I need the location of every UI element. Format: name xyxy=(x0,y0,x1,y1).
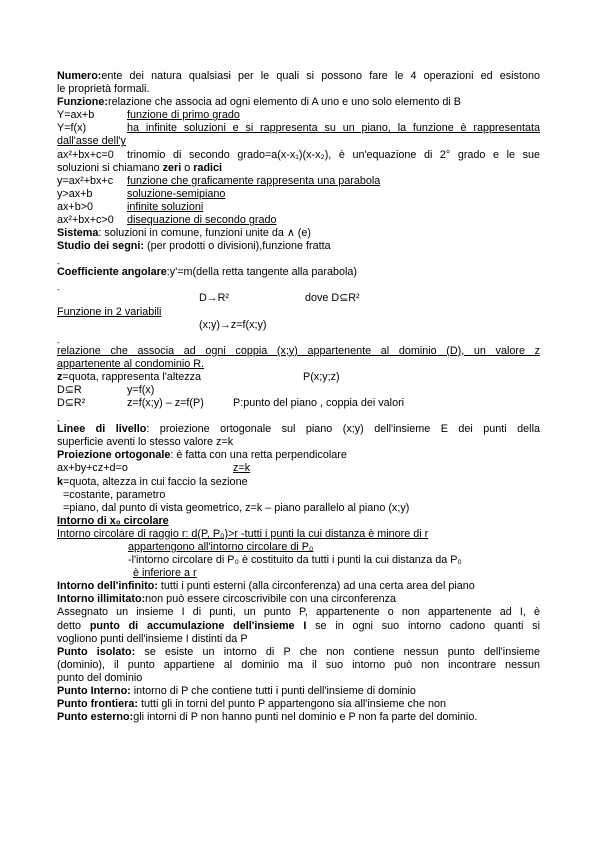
definition-text: =costante, parametro xyxy=(63,488,166,501)
formula: (x;y)→z=f(x;y) xyxy=(199,318,267,331)
definition-text: : soluzioni in comune, funzioni unite da ∧ (e) xyxy=(98,227,311,240)
definition-text: detto xyxy=(57,619,90,632)
definition-text: relazione che associa ad ogni coppia (x;y) appartenente al dominio (D), un valore z xyxy=(57,344,540,357)
definition-text: =piano, dal punto di vista geometrico, z=k – piano parallelo al piano (x;y) xyxy=(63,501,410,514)
definition-text: relazione che associa ad ogni elemento di A uno e uno solo elemento di B xyxy=(107,96,461,109)
line xyxy=(57,149,540,162)
line xyxy=(57,83,540,96)
line xyxy=(57,567,540,580)
line xyxy=(57,659,540,672)
definition-text: superficie aventi lo stesso valore z=k xyxy=(57,436,234,449)
term-numero: Numero: xyxy=(57,70,102,82)
term-radici: radici xyxy=(193,161,223,174)
line xyxy=(57,515,540,528)
line xyxy=(57,345,540,358)
term-intorno-illimitato: Intorno illimitato: xyxy=(57,593,146,606)
definition-text: funzione di primo grado xyxy=(127,109,240,122)
definition-text: tutti gli in torni del punto P appartengono sia all'insieme che non xyxy=(137,698,446,711)
term-funzione: Funzione: xyxy=(57,96,108,109)
definition-text: appartenente al condominio R. xyxy=(57,357,205,370)
term-punto-interno: Punto Interno: xyxy=(57,685,131,698)
definition-text: soluzioni si chiamano xyxy=(57,161,163,174)
definition-text: appartengono all'intorno circolare di P₀ xyxy=(128,541,314,553)
term-zeri: zeri xyxy=(162,161,182,174)
formula: y=ax²+bx+c xyxy=(57,174,114,187)
formula: D→R² xyxy=(199,292,229,305)
line xyxy=(57,489,540,502)
definition-text: funzione che graficamente rappresenta una parabola xyxy=(127,174,381,187)
definition-text: =quota, altezza in cui faccio la sezione xyxy=(63,475,248,488)
line xyxy=(57,620,540,633)
line xyxy=(57,502,540,515)
definition-text: Assegnato un insieme I di punti, un punto P, appartenente o non appartenente ad I, è xyxy=(57,606,540,619)
definition-text: tutti i punti esterni (alla circonferenza) ad una certa area del piano xyxy=(157,580,475,593)
line xyxy=(57,685,540,698)
spacer: - xyxy=(57,259,60,269)
line xyxy=(57,266,540,279)
line xyxy=(57,449,540,462)
formula: P(x;y;z) xyxy=(303,370,340,383)
definition-text: se esiste un intorno di P che non contiene nessun punto dell'insieme xyxy=(135,645,540,658)
definition-text: soluzione-semipiano xyxy=(127,187,226,200)
line xyxy=(57,528,540,541)
formula: y=f(x) xyxy=(127,383,155,396)
definition-text: o xyxy=(181,161,194,174)
definition-text: : proiezione ortogonale sul piano (x;y) dell'insieme E dei punti della xyxy=(146,423,540,436)
line xyxy=(57,633,540,646)
definition-text: trinomio di secondo grado=a(x-x₁)(x-x₂), è un'equazione di 2° grado e le sue xyxy=(127,148,540,161)
line xyxy=(57,240,540,253)
line xyxy=(57,541,540,554)
definition-text: gli intorni di P non hanno punti nel dominio e P non fa parte del dominio. xyxy=(133,711,478,724)
term-proiezione-ortogonale: Proiezione ortogonale xyxy=(57,449,171,462)
spacer: - xyxy=(57,337,60,347)
line xyxy=(57,358,540,371)
spacer: - xyxy=(57,416,60,426)
line xyxy=(57,580,540,593)
line xyxy=(57,554,540,567)
line xyxy=(57,436,540,449)
line xyxy=(57,606,540,619)
definition-text: intorno di P che contiene tutti i punti dell'insieme di dominio xyxy=(130,685,416,698)
definition-text: se in ogni suo intorno cadono quanti si xyxy=(306,619,540,632)
line xyxy=(57,201,540,214)
definition-text: infinite soluzioni xyxy=(127,200,204,213)
definition-text: : è fatta con una retta perpendicolare xyxy=(170,449,347,462)
definition-text: punto del dominio xyxy=(57,671,143,684)
definition-text: (per prodotti o divisioni),funzione fratta xyxy=(143,240,331,253)
definition-text: -l'intorno circolare di P₀ è costituito da tutti i punti la cui distanza da P₀ xyxy=(128,554,462,567)
line xyxy=(57,135,540,148)
definition-text: P:punto del piano , coppia dei valori xyxy=(233,397,405,410)
line xyxy=(57,96,540,109)
term-studio-segni: Studio dei segni: xyxy=(57,240,144,253)
term-sistema: Sistema xyxy=(57,227,99,240)
definition-text: le proprietà formali. xyxy=(57,83,150,96)
formula: ax+b>0 xyxy=(57,200,94,213)
term-intorno-infinito: Intorno dell'infinito: xyxy=(57,580,158,593)
line xyxy=(57,646,540,659)
term-k: k xyxy=(57,475,64,488)
line xyxy=(57,162,540,175)
formula: ax+by+cz+d=o xyxy=(57,462,128,475)
definition-text: ha infinite soluzioni e si rappresenta su un piano, la funzione è rappresentata xyxy=(127,122,540,135)
line xyxy=(57,593,540,606)
line xyxy=(57,371,540,384)
term-punto-isolato: Punto isolato: xyxy=(57,645,136,658)
line xyxy=(57,476,540,489)
definition-text: =quota, rappresenta l'altezza xyxy=(62,370,202,383)
heading: Funzione in 2 variabili xyxy=(57,305,162,318)
line xyxy=(57,292,540,305)
line xyxy=(57,227,540,240)
line xyxy=(57,122,540,135)
line xyxy=(57,672,540,685)
spacer: - xyxy=(57,285,60,295)
line xyxy=(57,214,540,227)
definition-text: non può essere circoscrivibile con una circonferenza xyxy=(145,593,397,606)
definition-text: dall'asse dell'y xyxy=(57,135,126,148)
definition-text: :y'=m(della retta tangente alla parabola) xyxy=(166,266,358,279)
formula: D⊆R xyxy=(57,383,82,396)
term-punto-esterno: Punto esterno: xyxy=(57,711,134,724)
definition-text: Intorno circolare di raggio r: d(P, P₀)>r -tutti i punti la cui distanza è minore di r xyxy=(57,527,429,540)
term-linee-livello: Linee di livello xyxy=(57,423,147,436)
formula: ax²+bx+c>0 xyxy=(57,214,114,227)
definition-text: è inferiore a r xyxy=(133,567,197,580)
formula: Y=f(x) xyxy=(57,122,87,135)
formula: Y=ax+b xyxy=(57,109,95,122)
line xyxy=(57,462,540,475)
formula: y>ax+b xyxy=(57,187,93,200)
line xyxy=(57,70,540,83)
term-coefficiente-angolare: Coefficiente angolare xyxy=(57,266,167,279)
formula: D⊆R² xyxy=(57,397,86,410)
formula: dove D⊆R² xyxy=(305,292,360,305)
formula: z=f(x;y) – z=f(P) xyxy=(127,397,204,410)
formula: z=k xyxy=(233,462,251,475)
document-page xyxy=(57,70,540,724)
definition-text: vogliono punti dell'insieme I distinti da P xyxy=(57,632,248,645)
formula: ax²+bx+c=0 xyxy=(57,148,114,161)
definition-text: disequazione di secondo grado xyxy=(127,214,277,227)
line xyxy=(57,397,540,410)
line xyxy=(57,188,540,201)
definition-text: ente dei natura qualsiasi per le quali si possono fare le 4 operazioni ed esistono xyxy=(101,70,540,82)
line xyxy=(57,319,540,332)
term-z: z xyxy=(57,370,63,383)
heading: Intorno di x₀ circolare xyxy=(57,514,169,527)
line xyxy=(57,109,540,122)
line xyxy=(57,711,540,724)
line xyxy=(57,423,540,436)
line xyxy=(57,698,540,711)
line xyxy=(57,175,540,188)
line xyxy=(57,306,540,319)
line xyxy=(57,384,540,397)
term-punto-frontiera: Punto frontiera: xyxy=(57,698,138,711)
definition-text: (dominio), il punto appartiene al dominio ma il suo intorno può non incontrare nessun xyxy=(57,658,540,671)
term-punto-accumulazione: punto di accumulazione dell'insieme I xyxy=(89,619,307,632)
